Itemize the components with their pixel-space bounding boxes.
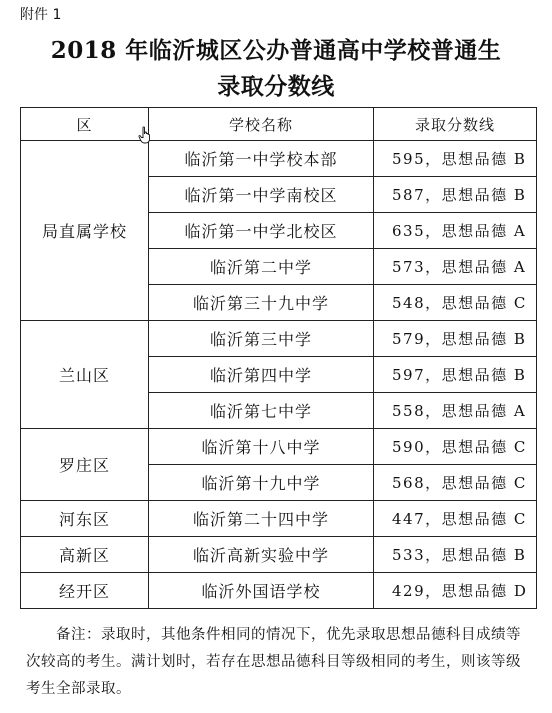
admission-score-cell: 447，思想品德 C (374, 501, 537, 537)
school-name-cell: 临沂第二中学 (149, 249, 374, 285)
school-name-cell: 临沂第七中学 (149, 393, 374, 429)
admission-score-cell: 548，思想品德 C (374, 285, 537, 321)
school-name-cell: 临沂外国语学校 (149, 573, 374, 609)
district-cell: 罗庄区 (21, 429, 149, 501)
header-district: 区 (21, 108, 149, 141)
header-admission-score: 录取分数线 (374, 108, 537, 141)
page-subtitle: 录取分数线 (217, 73, 335, 100)
district-cell: 兰山区 (21, 321, 149, 429)
footnote: 备注：录取时，其他条件相同的情况下，优先录取思想品德科目成绩等次较高的考生。满计划时，若存在思想品德科目等级相同的考生，则该等级考生全部录取。 (26, 627, 521, 697)
school-name-cell: 临沂第二十四中学 (149, 501, 374, 537)
admission-score-cell: 568，思想品德 C (374, 465, 537, 501)
admission-score-cell: 429，思想品德 D (374, 573, 537, 609)
school-name-cell: 临沂第一中学校本部 (149, 141, 374, 177)
admission-score-cell: 587，思想品德 B (374, 177, 537, 213)
table-row (21, 321, 537, 357)
district-cell: 局直属学校 (21, 141, 149, 321)
admission-score-cell: 597，思想品德 B (374, 357, 537, 393)
school-name-cell: 临沂第十九中学 (149, 465, 374, 501)
admission-score-cell: 558，思想品德 A (374, 393, 537, 429)
page-title: 2018 年临沂城区公办普通高中学校普通生 (50, 37, 502, 64)
school-name-cell: 临沂第三中学 (149, 321, 374, 357)
admission-score-cell: 590，思想品德 C (374, 429, 537, 465)
school-name-cell: 临沂高新实验中学 (149, 537, 374, 573)
school-name-cell: 临沂第一中学南校区 (149, 177, 374, 213)
hand-pointer-icon (138, 126, 152, 144)
school-name-cell: 临沂第一中学北校区 (149, 213, 374, 249)
table-row (21, 537, 537, 573)
admission-score-cell: 635，思想品德 A (374, 213, 537, 249)
school-name-cell: 临沂第四中学 (149, 357, 374, 393)
district-cell: 经开区 (21, 573, 149, 609)
table-row (21, 141, 537, 177)
admission-score-table (20, 107, 537, 609)
table-row (21, 573, 537, 609)
admission-score-cell: 533，思想品德 B (374, 537, 537, 573)
admission-score-cell: 579，思想品德 B (374, 321, 537, 357)
table-header-row (21, 108, 537, 141)
school-name-cell: 临沂第三十九中学 (149, 285, 374, 321)
table-row (21, 429, 537, 465)
district-cell: 河东区 (21, 501, 149, 537)
admission-score-cell: 573，思想品德 A (374, 249, 537, 285)
attachment-label: 附件 1 (20, 7, 62, 23)
table-row (21, 501, 537, 537)
admission-score-cell: 595，思想品德 B (374, 141, 537, 177)
district-cell: 高新区 (21, 537, 149, 573)
table-body (21, 141, 537, 609)
header-school-name: 学校名称 (149, 108, 374, 141)
school-name-cell: 临沂第十八中学 (149, 429, 374, 465)
